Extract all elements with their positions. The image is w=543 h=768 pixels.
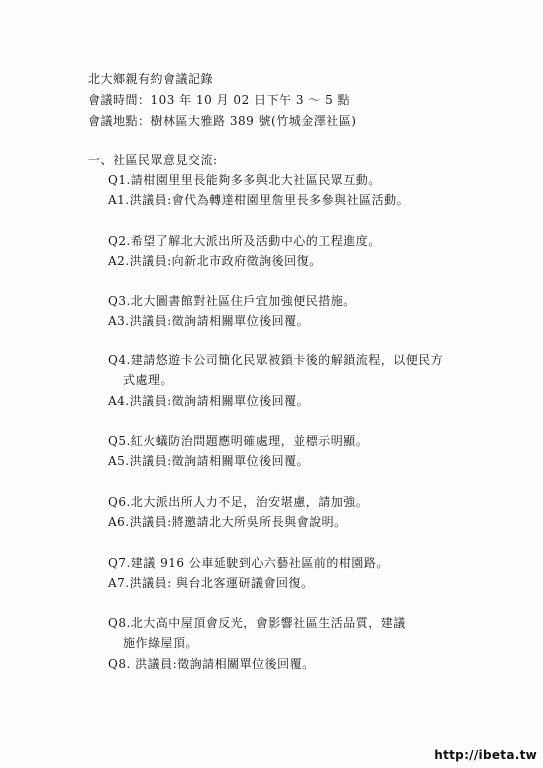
- question-3: Q3.北大圖書館對社區住戶宜加強便民措施。: [108, 294, 356, 308]
- answer-3: A3.洪議員:徵詢請相關單位後回覆。: [108, 314, 310, 328]
- watermark-url: http://ibeta.tw: [434, 748, 537, 762]
- answer-6: A6.洪議員:將邀請北大所吳所長與會說明。: [108, 515, 347, 529]
- question-2: Q2.希望了解北大派出所及活動中心的工程進度。: [108, 234, 381, 248]
- question-6: Q6.北大派出所人力不足，治安堪慮，請加強。: [108, 495, 369, 509]
- answer-8: Q8. 洪議員:徵詢請相關單位後回覆。: [108, 657, 315, 671]
- meeting-time: 會議時間：103 年 10 月 02 日下午 3 ～ 5 點: [88, 93, 351, 107]
- question-5: Q5.紅火蟻防治問題應明確處理，並標示明顯。: [108, 434, 369, 448]
- document-title: 北大鄉親有約會議記錄: [88, 72, 214, 86]
- question-1: Q1.請柑園里里長能夠多多與北大社區民眾互動。: [108, 173, 381, 187]
- meeting-location: 會議地點：樹林區大雅路 389 號(竹城金澤社區): [88, 114, 357, 128]
- question-8-continued: 施作綠屋頂。: [123, 636, 199, 650]
- question-8: Q8.北大高中屋頂會反光，會影響社區生活品質，建議: [108, 616, 406, 630]
- answer-4: A4.洪議員:徵詢請相關單位後回覆。: [108, 394, 310, 408]
- answer-7: A7.洪議員: 與台北客運研議會回復。: [108, 576, 314, 590]
- section-heading: 一、社區民眾意見交流:: [88, 153, 218, 167]
- answer-1: A1.洪議員:會代為轉達柑園里詹里長多參與社區活動。: [108, 193, 410, 207]
- answer-5: A5.洪議員:徵詢請相關單位後回覆。: [108, 454, 310, 468]
- question-4-continued: 式處理。: [123, 373, 174, 387]
- answer-2: A2.洪議員:向新北市政府徵詢後回復。: [108, 254, 322, 268]
- question-7: Q7.建議 916 公車延駛到心六藝社區前的柑園路。: [108, 556, 389, 570]
- question-4: Q4.建請悠遊卡公司簡化民眾被鎖卡後的解鎖流程，以便民方: [108, 353, 444, 367]
